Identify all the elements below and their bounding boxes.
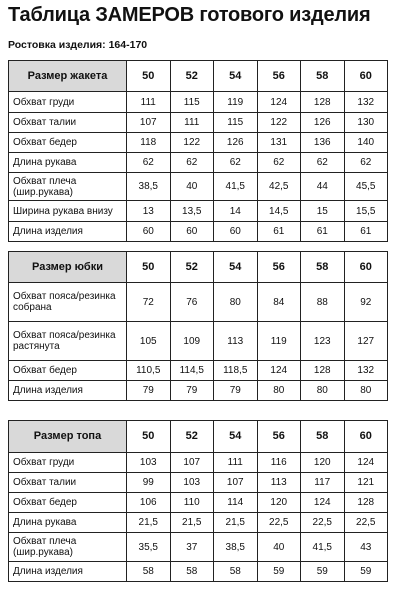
measure-value: 80 xyxy=(214,283,258,322)
measure-value: 61 xyxy=(257,222,301,242)
size-header: 50 xyxy=(127,421,171,453)
measure-value: 60 xyxy=(170,222,214,242)
measure-value: 15 xyxy=(301,201,345,222)
measure-label: Обхват плеча (шир.рукава) xyxy=(9,173,127,201)
measure-value: 59 xyxy=(257,562,301,582)
measure-value: 103 xyxy=(170,473,214,493)
measure-value: 124 xyxy=(301,493,345,513)
measure-value: 107 xyxy=(127,113,171,133)
measure-value: 117 xyxy=(301,473,345,493)
measure-value: 14,5 xyxy=(257,201,301,222)
size-header: 60 xyxy=(344,61,388,92)
measure-value: 107 xyxy=(170,453,214,473)
size-header: 54 xyxy=(214,252,258,283)
measure-value: 128 xyxy=(301,361,345,381)
measure-value: 111 xyxy=(214,453,258,473)
measure-label: Обхват бедер xyxy=(9,361,127,381)
measure-label: Обхват талии xyxy=(9,473,127,493)
measure-value: 22,5 xyxy=(344,513,388,533)
jacket-size-table xyxy=(8,60,388,242)
size-header: 58 xyxy=(301,252,345,283)
measure-value: 115 xyxy=(170,92,214,113)
measure-label: Ширина рукава внизу xyxy=(9,201,127,222)
table-row xyxy=(9,133,388,153)
table-row xyxy=(9,113,388,133)
size-header: 52 xyxy=(170,61,214,92)
height-range: Ростовка изделия: 164-170 xyxy=(8,39,148,51)
size-header: 60 xyxy=(344,252,388,283)
table-header-row xyxy=(9,252,388,283)
measure-label: Обхват бедер xyxy=(9,493,127,513)
skirt-size-table xyxy=(8,251,388,401)
measure-value: 62 xyxy=(214,153,258,173)
measure-value: 45,5 xyxy=(344,173,388,201)
measure-value: 40 xyxy=(170,173,214,201)
measure-value: 15,5 xyxy=(344,201,388,222)
measure-value: 115 xyxy=(214,113,258,133)
measure-value: 113 xyxy=(257,473,301,493)
measure-value: 123 xyxy=(301,322,345,361)
measure-value: 120 xyxy=(257,493,301,513)
measure-value: 131 xyxy=(257,133,301,153)
measure-label: Обхват пояса/резинка собрана xyxy=(9,283,127,322)
table-row xyxy=(9,533,388,562)
table-row xyxy=(9,381,388,401)
size-header: 58 xyxy=(301,421,345,453)
measure-value: 110 xyxy=(170,493,214,513)
table-row xyxy=(9,562,388,582)
size-header: 56 xyxy=(257,252,301,283)
table-header-row xyxy=(9,421,388,453)
measure-value: 37 xyxy=(170,533,214,562)
measure-value: 124 xyxy=(257,361,301,381)
measure-value: 111 xyxy=(170,113,214,133)
measure-value: 114,5 xyxy=(170,361,214,381)
top-size-table xyxy=(8,420,388,582)
measure-value: 103 xyxy=(127,453,171,473)
size-header: 60 xyxy=(344,421,388,453)
measure-value: 76 xyxy=(170,283,214,322)
size-header: 52 xyxy=(170,252,214,283)
measure-value: 92 xyxy=(344,283,388,322)
measure-value: 124 xyxy=(344,453,388,473)
measure-value: 116 xyxy=(257,453,301,473)
measure-label: Обхват груди xyxy=(9,92,127,113)
measure-value: 118,5 xyxy=(214,361,258,381)
measure-value: 124 xyxy=(257,92,301,113)
measure-value: 111 xyxy=(127,92,171,113)
measure-value: 99 xyxy=(127,473,171,493)
measure-value: 120 xyxy=(301,453,345,473)
measure-value: 58 xyxy=(127,562,171,582)
measure-value: 105 xyxy=(127,322,171,361)
measure-label: Длина рукава xyxy=(9,153,127,173)
measure-value: 119 xyxy=(214,92,258,113)
measure-value: 80 xyxy=(257,381,301,401)
measure-value: 58 xyxy=(170,562,214,582)
measure-value: 40 xyxy=(257,533,301,562)
measure-value: 21,5 xyxy=(214,513,258,533)
measure-value: 41,5 xyxy=(214,173,258,201)
measure-value: 38,5 xyxy=(127,173,171,201)
table-row xyxy=(9,513,388,533)
table-header-label: Размер жакета xyxy=(9,61,127,92)
measure-value: 80 xyxy=(344,381,388,401)
measure-value: 127 xyxy=(344,322,388,361)
measure-label: Длина изделия xyxy=(9,222,127,242)
size-header: 54 xyxy=(214,421,258,453)
measure-value: 62 xyxy=(170,153,214,173)
measure-value: 61 xyxy=(344,222,388,242)
table-row xyxy=(9,453,388,473)
measure-value: 13,5 xyxy=(170,201,214,222)
table-row xyxy=(9,173,388,201)
measure-value: 35,5 xyxy=(127,533,171,562)
measure-value: 140 xyxy=(344,133,388,153)
measure-value: 119 xyxy=(257,322,301,361)
measure-value: 44 xyxy=(301,173,345,201)
measure-value: 126 xyxy=(214,133,258,153)
measure-label: Длина изделия xyxy=(9,562,127,582)
measure-label: Обхват талии xyxy=(9,113,127,133)
measure-value: 79 xyxy=(127,381,171,401)
measure-value: 62 xyxy=(257,153,301,173)
measure-value: 62 xyxy=(127,153,171,173)
table-row xyxy=(9,201,388,222)
measure-label: Обхват пояса/резинка растянута xyxy=(9,322,127,361)
size-header: 56 xyxy=(257,421,301,453)
measure-value: 122 xyxy=(257,113,301,133)
table-row xyxy=(9,361,388,381)
table-row xyxy=(9,283,388,322)
size-header: 58 xyxy=(301,61,345,92)
measure-value: 14 xyxy=(214,201,258,222)
measure-value: 38,5 xyxy=(214,533,258,562)
measure-value: 60 xyxy=(214,222,258,242)
measure-value: 128 xyxy=(344,493,388,513)
measure-value: 13 xyxy=(127,201,171,222)
measure-label: Обхват плеча (шир.рукава) xyxy=(9,533,127,562)
size-header: 56 xyxy=(257,61,301,92)
measure-value: 130 xyxy=(344,113,388,133)
measure-value: 22,5 xyxy=(257,513,301,533)
measure-value: 121 xyxy=(344,473,388,493)
measure-label: Длина изделия xyxy=(9,381,127,401)
measure-value: 126 xyxy=(301,113,345,133)
measure-value: 118 xyxy=(127,133,171,153)
measure-label: Длина рукава xyxy=(9,513,127,533)
table-row xyxy=(9,322,388,361)
measure-value: 22,5 xyxy=(301,513,345,533)
measure-value: 62 xyxy=(301,153,345,173)
table-header-row xyxy=(9,61,388,92)
measure-value: 106 xyxy=(127,493,171,513)
table-header-label: Размер юбки xyxy=(9,252,127,283)
size-header: 54 xyxy=(214,61,258,92)
table-row xyxy=(9,153,388,173)
measure-value: 79 xyxy=(214,381,258,401)
measure-value: 59 xyxy=(344,562,388,582)
table-row xyxy=(9,493,388,513)
table-row xyxy=(9,222,388,242)
measure-value: 61 xyxy=(301,222,345,242)
measure-value: 72 xyxy=(127,283,171,322)
measure-value: 21,5 xyxy=(127,513,171,533)
measure-value: 59 xyxy=(301,562,345,582)
measure-value: 132 xyxy=(344,92,388,113)
measure-value: 128 xyxy=(301,92,345,113)
measure-value: 114 xyxy=(214,493,258,513)
size-header: 50 xyxy=(127,61,171,92)
table-header-label: Размер топа xyxy=(9,421,127,453)
page-title: Таблица ЗАМЕРОВ готового изделия xyxy=(8,4,371,26)
table-row xyxy=(9,473,388,493)
measure-value: 109 xyxy=(170,322,214,361)
measure-value: 79 xyxy=(170,381,214,401)
measure-value: 58 xyxy=(214,562,258,582)
measure-value: 42,5 xyxy=(257,173,301,201)
measure-label: Обхват бедер xyxy=(9,133,127,153)
measure-value: 132 xyxy=(344,361,388,381)
measure-value: 107 xyxy=(214,473,258,493)
measure-value: 21,5 xyxy=(170,513,214,533)
measure-value: 136 xyxy=(301,133,345,153)
size-header: 52 xyxy=(170,421,214,453)
measure-value: 84 xyxy=(257,283,301,322)
table-row xyxy=(9,92,388,113)
measure-value: 110,5 xyxy=(127,361,171,381)
measure-value: 60 xyxy=(127,222,171,242)
measure-label: Обхват груди xyxy=(9,453,127,473)
measure-value: 113 xyxy=(214,322,258,361)
measure-value: 62 xyxy=(344,153,388,173)
size-header: 50 xyxy=(127,252,171,283)
measure-value: 88 xyxy=(301,283,345,322)
measure-value: 41,5 xyxy=(301,533,345,562)
measure-value: 80 xyxy=(301,381,345,401)
measure-value: 122 xyxy=(170,133,214,153)
measure-value: 43 xyxy=(344,533,388,562)
